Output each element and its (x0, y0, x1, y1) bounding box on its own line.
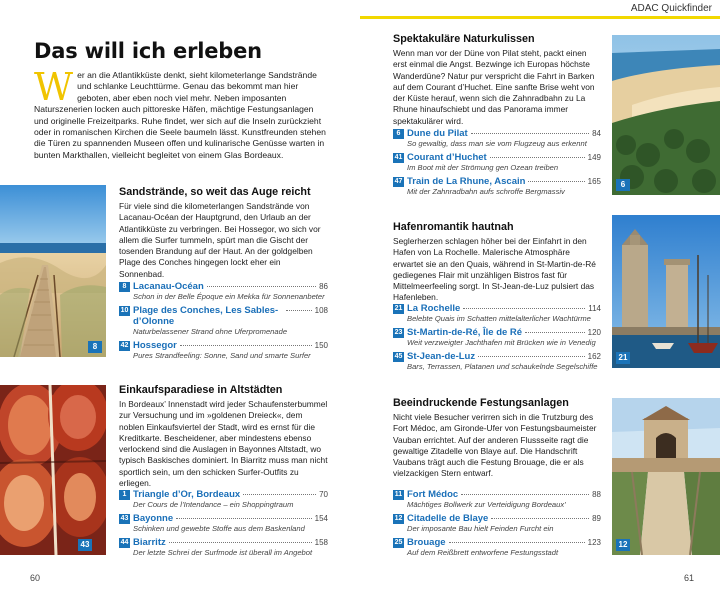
harbour-towers-photo (612, 215, 720, 368)
poi-number: 25 (394, 539, 403, 546)
poi-page: 149 (587, 153, 601, 162)
poi-description: Schon in der Belle Époque ein Mekka für Sonnenanbeter (133, 292, 325, 301)
poi-number: 43 (120, 515, 129, 522)
poi-number: 21 (394, 305, 403, 312)
photo-badge: 6 (616, 179, 630, 191)
list-item[interactable] (393, 513, 601, 534)
poi-number: 45 (394, 353, 403, 360)
section-title: Hafenromantik hautnah (393, 221, 514, 233)
poi-name[interactable]: St-Martin-de-Ré, Île de Ré (407, 327, 523, 338)
poi-name[interactable]: La Rochelle (407, 303, 461, 314)
list-item[interactable] (393, 489, 601, 510)
poi-name[interactable]: Hossegor (133, 340, 177, 351)
poi-number: 11 (394, 491, 403, 498)
poi-description: Bars, Terrassen, Platanen und schaukelnde Segelschiffe (407, 362, 598, 371)
poi-name[interactable]: Fort Médoc (407, 489, 459, 500)
section-title: Beeindruckende Festungsanlagen (393, 397, 569, 409)
poi-name[interactable]: Train de La Rhune, Ascain (407, 176, 526, 187)
poi-page: 114 (588, 304, 601, 313)
poi-number: 12 (394, 515, 403, 522)
poi-name[interactable]: Brouage (407, 537, 446, 548)
list-item[interactable] (393, 128, 601, 149)
list-item[interactable] (393, 152, 601, 173)
list-item[interactable] (119, 281, 328, 302)
poi-page: 123 (587, 538, 601, 547)
list-item[interactable] (393, 303, 601, 324)
section-text: Seglerherzen schlagen höher bei der Einfahrt in den Hafen von La Rochelle. Malerische Atmosphäre erwartet sie an den Quais, während in St-Martin-de-Ré gediegenes Flair mit unzähligen Bistros fast für Mittelmeerfeeling sorgt. In St-Jean-de-Luz pulsiert das Hafenleben. (393, 236, 596, 303)
poi-name[interactable]: Bayonne (133, 513, 174, 524)
poi-list (119, 281, 328, 364)
list-item[interactable] (393, 176, 601, 197)
poi-number: 1 (119, 490, 130, 500)
photo-badge: 12 (616, 539, 630, 551)
section-title: Einkaufsparadiese in Altstädten (119, 384, 283, 396)
poi-description: Mit der Zahnradbahn aufs schroffe Bergmassiv (407, 187, 565, 196)
poi-description: Der letzte Schrei der Surfmode ist überall im Angebot (133, 548, 313, 557)
photo-badge: 21 (616, 352, 630, 364)
guide-name: ADAC Quickfinder (630, 3, 712, 14)
list-item[interactable] (393, 351, 601, 372)
poi-number: 10 (120, 307, 129, 314)
list-item[interactable] (393, 537, 601, 558)
photo-badge: 8 (88, 341, 102, 353)
drop-cap: W (34, 65, 74, 109)
list-item[interactable] (119, 513, 328, 534)
poi-page: 88 (592, 490, 601, 499)
intro-paragraph (34, 65, 330, 161)
photo-badge: 43 (78, 539, 92, 551)
poi-page: 154 (314, 514, 328, 523)
poi-page: 84 (592, 129, 601, 138)
poi-list (119, 489, 328, 561)
poi-page: 150 (314, 341, 328, 350)
list-item[interactable] (393, 327, 601, 348)
poi-list (393, 489, 601, 561)
poi-number: 44 (120, 539, 129, 546)
ham-market-photo (0, 385, 106, 555)
header-bar (360, 0, 720, 19)
poi-description: So gewaltig, dass man sie vom Flugzeug aus erkennt (407, 139, 587, 148)
poi-page: 158 (314, 538, 328, 547)
beach-boardwalk-photo (0, 185, 106, 357)
poi-page: 120 (587, 328, 601, 337)
poi-name[interactable]: Courant d’Huchet (407, 152, 487, 163)
poi-description: Pures Strandfeeling: Sonne, Sand und smarte Surfer (133, 351, 311, 360)
section-text: Wenn man vor der Düne von Pilat steht, packt einen erst einmal die Angst. Bezwinge ich Europas höchste Wanderdüne? Natur pur verspricht die Fahrt in Barken auf dem Courant d’Huchet. Eine sanfte Brise weht von der Küste herauf, wenn sich die Zahnradbahn zu La Rhune hinaufschiebt und das Panorama immer spektakulärer wird. (393, 48, 595, 126)
poi-page: 89 (592, 514, 601, 523)
poi-name[interactable]: Lacanau-Océan (133, 281, 204, 292)
poi-description: Weit verzweigter Jachthafen mit Brücken wie in Venedig (407, 338, 596, 347)
section-title: Spektakuläre Naturkulissen (393, 33, 535, 45)
poi-description: Naturbelassener Strand ohne Uferpromenade (133, 327, 288, 336)
section-text: In Bordeaux’ Innenstadt wird jeder Schaufensterbummel zur Versuchung und im »goldenen Dreieck«, dem noblen Einkaufsviertel der Stadt, wird es ernst für die Kreditkarte. Bescheidener, aber mindestens ebenso verlockend sind die Auslagen in Bayonnes Altstadt, wo typisch Baskisches dominiert. In Biarritz muss man nicht sportlich sein, um den schicken Surfer-Outfits zu erliegen. (119, 399, 328, 489)
section-title: Sandstrände, so weit das Auge reicht (119, 186, 311, 198)
poi-description: Der Cours de l’Intendance – ein Shoppingtraum (133, 500, 294, 509)
intro-text: er an die Atlantikküste denkt, sieht kilometerlange Sandstrände und schlanke Leuchttürme. Genau das bekommt man hier geboten, aber eben noch viel mehr. Neben imposanten Naturszenerien locken auch pittoreske Häfen, mächtige Festungsanlagen und originelle Freizeitparks. Ruhe findet, wer sich auf die Inseln zurückzieht oder in romanischen Kirchen die Seele baumeln lässt. Kunstfreunden stehen die Türen zu spannenden Museen offen und kulinarische Genüsse warten in bunten Markthallen, vielleicht begleitet von einem Glas Bordeaux. (34, 70, 326, 160)
poi-page: 108 (314, 306, 328, 315)
section-text: Nicht viele Besucher verirren sich in die Trutzburg des Fort Médoc, am Gironde-Ufer von Festungsbaumeister Vauban errichtet. Auf der anderen Flussseite ragt die gewaltige Zitadelle von Blaye auf. Die Handschrift Vaubans trägt auch die Festung Brouage, die er als vielzackigen Stern entwarf. (393, 412, 597, 479)
poi-list (393, 128, 601, 200)
page-title: Das will ich erleben (34, 39, 262, 63)
section-text: Für viele sind die kilometerlangen Sandstrände von Lacanau-Océan der Hauptgrund, den Urlaub an der Atlantikküste zu verbringen. Bei Hossegor, wo sich vor allem die Surfer tummeln, spürt man die Gischt der tosenden Brandung auf der Haut. An der goldgelben Plage des Conches hingegen lockt eher ein Sonnenbad. (119, 201, 321, 279)
page-number-right: 61 (684, 573, 695, 583)
poi-name[interactable]: Biarritz (133, 537, 166, 548)
poi-description: Auf dem Reißbrett entworfene Festungsstadt (407, 548, 559, 557)
poi-number: 42 (120, 342, 129, 349)
list-item[interactable] (119, 305, 328, 337)
list-item[interactable] (119, 340, 328, 361)
poi-page: 70 (319, 490, 328, 499)
poi-page: 162 (587, 352, 601, 361)
poi-name[interactable]: St-Jean-de-Luz (407, 351, 476, 362)
poi-description: Belebte Quais im Schatten mittelalterlicher Wachtürme (407, 314, 591, 323)
dune-photo (612, 35, 720, 195)
list-item[interactable] (119, 537, 328, 558)
poi-number: 8 (119, 282, 130, 292)
poi-list (393, 303, 601, 375)
poi-description: Schinken und gewebte Stoffe aus dem Baskenland (133, 524, 305, 533)
poi-page: 86 (319, 282, 328, 291)
poi-number: 41 (394, 154, 403, 161)
poi-number: 47 (394, 178, 403, 185)
poi-name[interactable]: Citadelle de Blaye (407, 513, 489, 524)
poi-description: Mächtiges Bollwerk zur Verteidigung Bordeaux’ (407, 500, 566, 509)
citadel-gate-photo (612, 398, 720, 555)
poi-name[interactable]: Dune du Pilat (407, 128, 468, 139)
poi-name[interactable]: Plage des Conches, Les Sables-d’Olonne (133, 305, 279, 327)
list-item[interactable] (119, 489, 328, 510)
poi-number: 6 (393, 129, 404, 139)
poi-description: Der imposante Bau hielt Feinden Furcht ein (407, 524, 554, 533)
poi-number: 23 (394, 329, 403, 336)
poi-description: Im Boot mit der Strömung gen Ozean treiben (407, 163, 559, 172)
poi-name[interactable]: Triangle d’Or, Bordeaux (133, 489, 241, 500)
page-number-left: 60 (30, 573, 41, 583)
poi-page: 165 (587, 177, 601, 186)
